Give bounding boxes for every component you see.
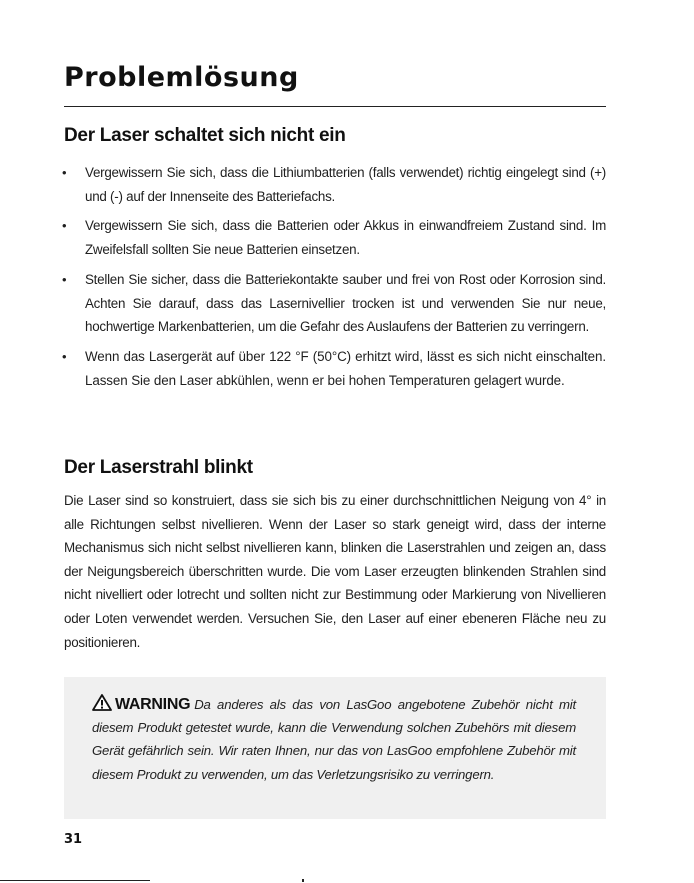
- bullet-icon: •: [62, 218, 67, 234]
- page-number: 31: [64, 832, 83, 847]
- list-item-text: Vergewissern Sie sich, dass die Batterien oder Akkus in einwandfreiem Zustand sind. Im Zweifelsfall sollten Sie neue Batterien einsetzen.: [85, 218, 606, 258]
- bullet-icon: •: [62, 271, 67, 287]
- list-item-text: Wenn das Lasergerät auf über 122 °F (50°C) erhitzt wird, lässt es sich nicht einschalten. Lassen Sie den Laser abkühlen, wenn er bei hohen Temperaturen gelagert wurde.: [85, 348, 606, 388]
- list-item: [64, 268, 606, 339]
- warning-body-text: Da anderes als das von LasGoo angebotene Zubehör nicht mit diesem Produkt getestet wurde, kann die Verwendung solchen Zubehörs mit diesem Gerät gefährlich sein. Wir raten Ihnen, nur das von LasGoo empfohlene Zubehör mit diesem Produkt zu verwenden, um das Verletzungsrisiko zu verringern.: [92, 697, 576, 782]
- section-heading-laser-not-turning-on: Der Laser schaltet sich nicht ein: [64, 125, 346, 146]
- list-item: [64, 161, 606, 208]
- warning-message: [92, 693, 576, 786]
- list-item-text: Stellen Sie sicher, dass die Batteriekontakte sauber und frei von Rost oder Korrosion sind. Achten Sie darauf, dass das Lasernivellier trocken ist und verwenden Sie nur neue, hochwertige Markenbatterien, um die Gefahr des Auslaufens der Batterien zu verringern.: [85, 271, 606, 335]
- blinking-explanation-paragraph: Die Laser sind so konstruiert, dass sie sich bis zu einer durchschnittlichen Neigung von 4° in alle Richtungen selbst nivellieren. Wenn der Laser so stark geneigt wird, dass der interne Mechanismus sich nicht selbst nivellieren kann, blinken die Laserstrahlen und zeigen an, dass der Neigungsbereich überschritten wurde. Die vom Laser erzeugten blinkenden Strahlen sind nicht nivelliert oder lotrecht und sollten nicht zur Bestimmung oder Markierung von Nivellieren oder Loten verwendet werden. Versuchen Sie, den Laser auf einer ebeneren Fläche neu zu positionieren.: [64, 493, 606, 650]
- section-heading-laser-beam-blinking: Der Laserstrahl blinkt: [64, 457, 253, 478]
- list-item-text: Vergewissern Sie sich, dass die Lithiumbatterien (falls verwendet) richtig eingelegt sind (+) und (-) auf der Innenseite des Batteriefachs.: [85, 165, 606, 204]
- footer-center-mark: [302, 879, 304, 882]
- list-item: [64, 214, 606, 261]
- list-item: [64, 345, 606, 392]
- bullet-icon: •: [62, 165, 67, 180]
- title-divider: [64, 106, 606, 107]
- bullet-icon: •: [62, 348, 67, 364]
- troubleshooting-list: [64, 161, 606, 398]
- page-title: Problemlösung: [64, 62, 299, 93]
- footer-divider: [0, 880, 150, 881]
- warning-label: WARNING: [115, 696, 191, 713]
- warning-triangle-icon: [92, 694, 112, 711]
- warning-box: [64, 677, 606, 819]
